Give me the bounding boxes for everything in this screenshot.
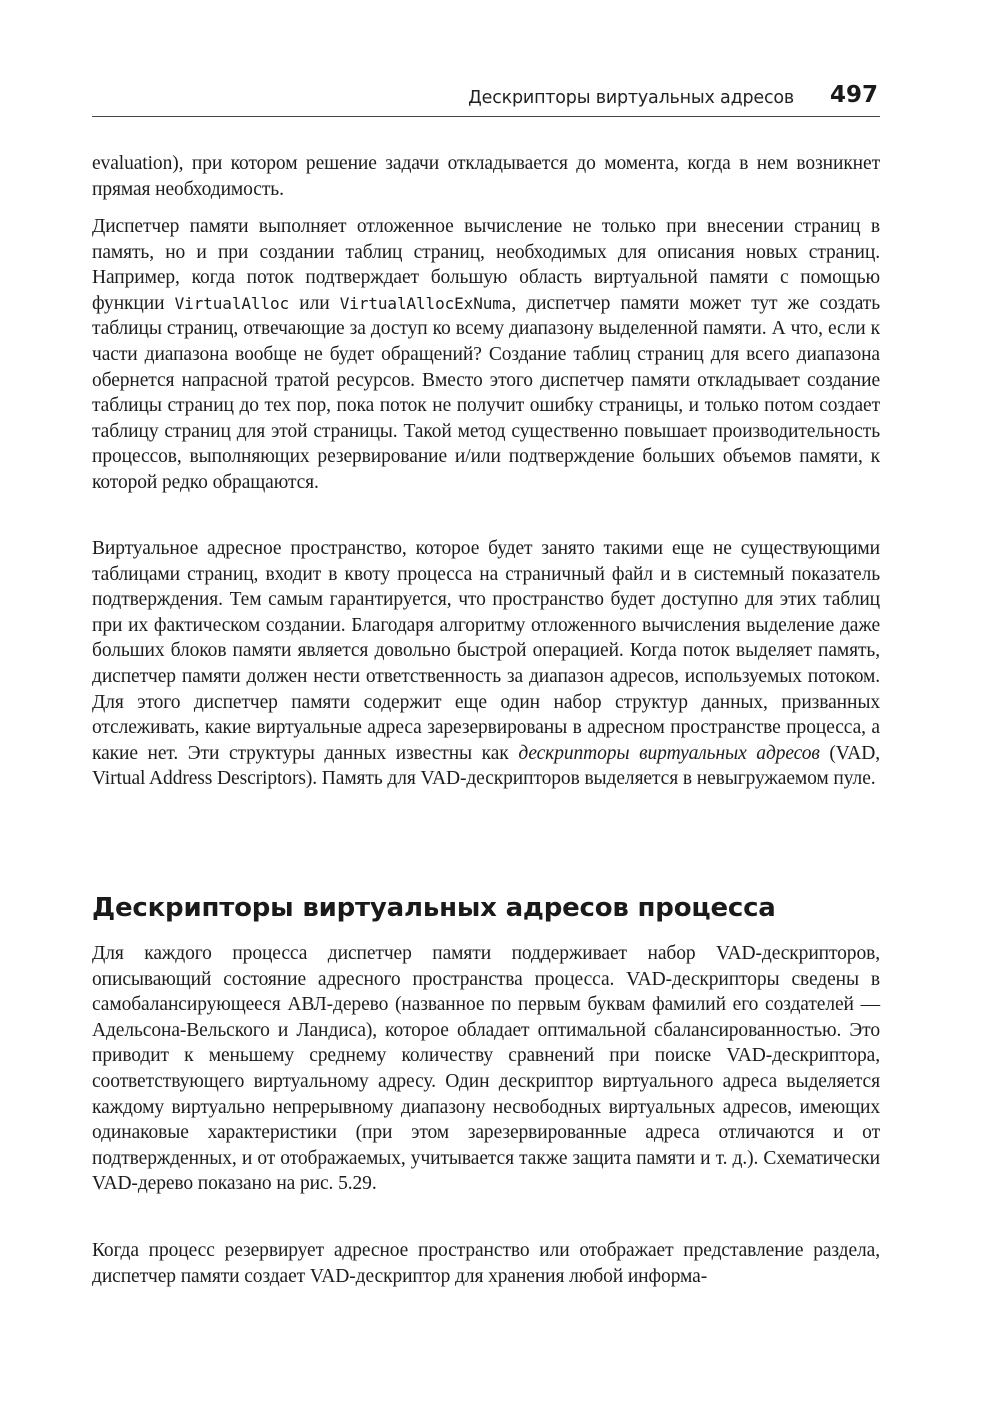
paragraph-text: evaluation), при котором решение задачи откладывается до момента, когда в нем возникнет прямая необходимость. [92,153,880,200]
text-run: Диспетчер памяти выполняет отложенное вычисление не только при внесении страниц в память, но и при создании таблиц страниц, необходимых для описания новых страниц. Например, когда поток подтверждает большую область виртуальной памяти с помощью функции [92,216,880,314]
paragraph-lazy-evaluation [92,214,880,496]
paragraph-vad-tree [92,941,880,1197]
text-run: Виртуальное адресное пространство, которое будет занято такими еще не существующими таблицами страниц, входит в квоту процесса на страничный файл и в системный показатель подтверждения. Тем самым гарантируется, что пространство будет доступно для этих таблиц при их фактическом создании. Благодаря алгоритму отложенного вычисления выделение даже больших блоков памяти является довольно быстрой операцией. Когда поток выделяет память, диспетчер памяти должен нести ответственность за диапазон адресов, используемых потоком. Для этого диспетчер памяти содержит еще один набор структур данных, призванных отслеживать, какие виртуальные адреса зарезервированы в адресном пространстве процесса, а какие нет. Эти структуры данных известны как [92,538,880,764]
paragraph-vad-intro [92,536,880,792]
code-virtualalloc: VirtualAlloc [174,293,290,313]
paragraph-text [92,536,880,792]
paragraph-text: Когда процесс резервирует адресное пространство или отображает представление раздела, диспетчер памяти создает VAD-дескриптор для хранения любой информа- [92,1240,880,1287]
text-run: , диспетчер памяти может тут же создать таблицы страниц, отвечающие за доступ ко всему диапазону выделенной памяти. А что, если к части диапазона вообще не будет обращений? Создание таблиц страниц для всего диапазона обернется напрасной тратой ресурсов. Вместо этого диспетчер памяти откладывает создание таблицы страниц до тех пор, пока поток не получит ошибку страницы, и только потом создает таблицу страниц для этой страницы. Такой метод существенно повышает производительность процессов, выполняющих резервирование и/или подтверждение больших объемов памяти, к которой редко обращаются. [92,292,880,493]
paragraph-text: Для каждого процесса диспетчер памяти поддерживает набор VAD-дескрипторов, описывающий состояние адресного пространства процесса. VAD-дескрипторы сведены в самобалансирующееся АВЛ-дерево (названное по первым буквам фамилий его создателей — Адельсона-Вельского и Ландиса), которое обладает оптимальной сбалансированностью. Это приводит к меньшему среднему количеству сравнений при поиске VAD-дескриптора, соответствующего виртуальному адресу. Один дескриптор виртуального адреса выделяется каждому виртуально непрерывному диапазону несвободных виртуальных адресов, имеющих одинаковые характеристики (при этом зарезервированные адреса отличаются и от подтвержденных, и от отображаемых, учитывается также защита памяти и т. д.). Схематически VAD-дерево показано на рис. 5.29. [92,943,880,1195]
code-virtualallocexnuma: VirtualAllocExNuma [339,293,512,313]
running-header-title: Дескрипторы виртуальных адресов [468,88,794,108]
text-run: (VAD, Virtual Address Descriptors). Память для VAD-дескрипторов выделяется в невыгружаемом пуле. [92,742,880,790]
running-header [92,76,880,117]
text-run: или [289,292,340,314]
paragraph-reserve [92,1238,880,1289]
section-heading: Дескрипторы виртуальных адресов процесса [92,893,776,923]
paragraph-continuation [92,151,880,202]
paragraph-text [92,214,880,496]
emphasis-term: дескрипторы виртуальных адресов [518,742,820,764]
page-number: 497 [829,82,878,108]
